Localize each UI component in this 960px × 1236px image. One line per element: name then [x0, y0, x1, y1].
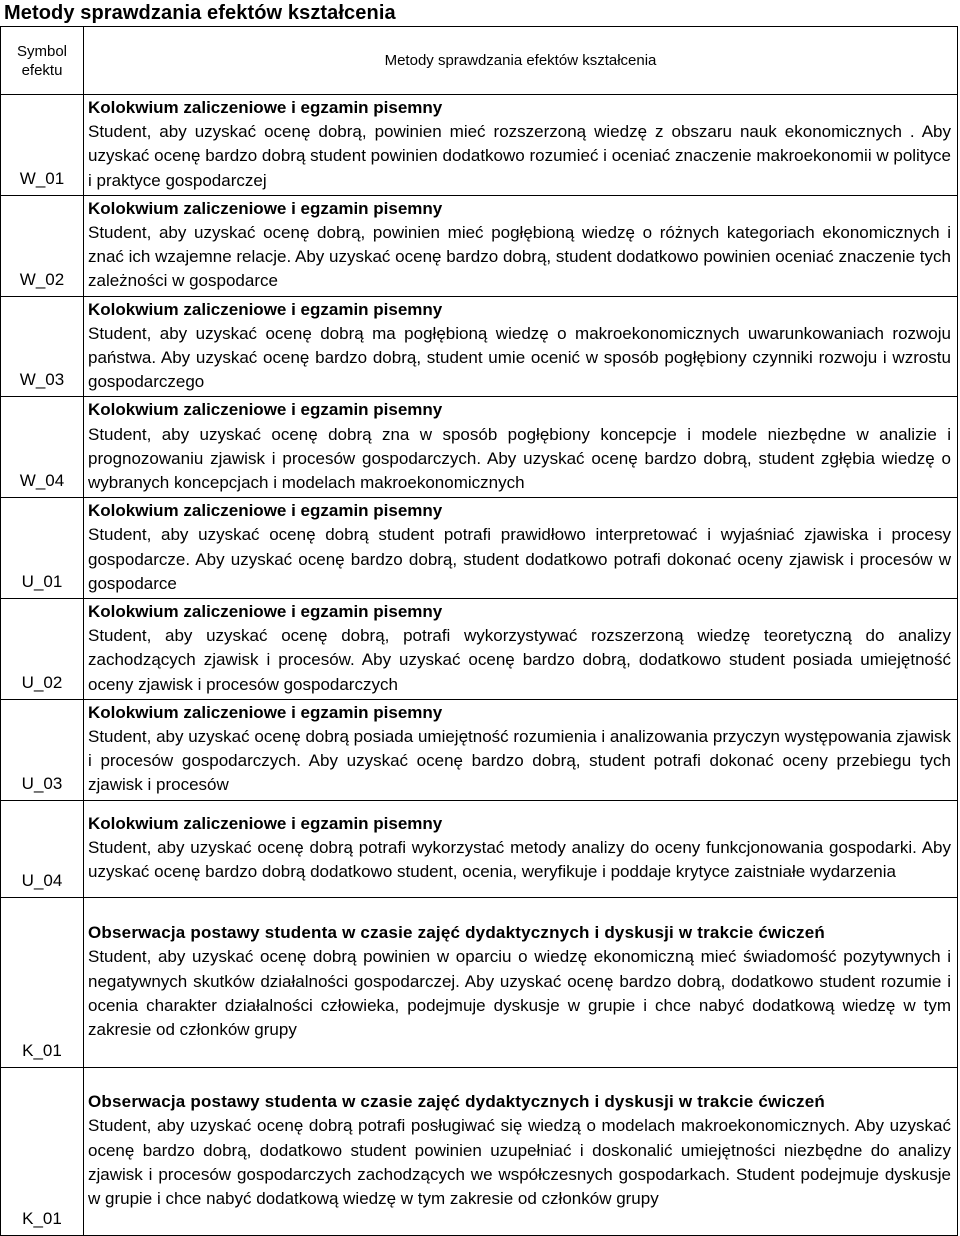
row-symbol: W_02 — [1, 195, 84, 296]
header-symbol-cell — [1, 27, 84, 95]
table-row — [1, 296, 958, 397]
row-description — [84, 699, 958, 800]
header-methods-cell: Metody sprawdzania efektów kształcenia — [84, 27, 958, 95]
row-symbol: K_01 — [1, 897, 84, 1067]
row-method: Kolokwium zaliczeniowe i egzamin pisemny — [88, 299, 443, 319]
table-header-row — [1, 27, 958, 95]
row-method: Kolokwium zaliczeniowe i egzamin pisemny — [88, 702, 443, 722]
row-symbol: W_03 — [1, 296, 84, 397]
row-method: Kolokwium zaliczeniowe i egzamin pisemny — [88, 198, 443, 218]
methods-table — [0, 26, 958, 1236]
row-description — [84, 95, 958, 196]
header-symbol-line1: Symbol — [16, 42, 68, 60]
row-method: Obserwacja postawy studenta w czasie zajęć dydaktycznych i dyskusji w trakcie ćwiczeń — [88, 923, 825, 943]
row-description — [84, 296, 958, 397]
row-description — [84, 195, 958, 296]
table-row — [1, 95, 958, 196]
row-symbol: U_02 — [1, 599, 84, 700]
row-method: Kolokwium zaliczeniowe i egzamin pisemny — [88, 813, 443, 833]
row-symbol: W_04 — [1, 397, 84, 498]
row-method: Obserwacja postawy studenta w czasie zajęć dydaktycznych i dyskusji w trakcie ćwiczeń — [88, 1092, 825, 1112]
table-row — [1, 397, 958, 498]
table-row — [1, 1067, 958, 1235]
header-symbol-line2: efektu — [21, 61, 63, 79]
row-symbol: W_01 — [1, 95, 84, 196]
row-description — [84, 1067, 958, 1235]
row-symbol: K_01 — [1, 1067, 84, 1235]
page-title: Metody sprawdzania efektów kształcenia — [4, 2, 396, 24]
row-symbol: U_01 — [1, 498, 84, 599]
row-description — [84, 599, 958, 700]
row-method: Kolokwium zaliczeniowe i egzamin pisemny — [88, 400, 443, 420]
row-text: Student, aby uzyskać ocenę dobrą powinien w oparciu o wiedzę ekonomiczną mieć świadomość pozytywnych i negatywnych skutków działalności gospodarczej. Aby uzyskać ocenę bardzo dobrą, dodatkowo student rozumie i ocenia charakter działalności człowieka, podejmuje dyskusje w grupie i chce nabyć dodatkową wiedzę w tym zakresie od członków grupy — [88, 947, 951, 1039]
row-symbol: U_03 — [1, 699, 84, 800]
table-row — [1, 800, 958, 897]
row-text: Student, aby uzyskać ocenę dobrą posiada umiejętność rozumienia i analizowania przyczyn występowania zjawisk i procesów gospodarczych. Aby uzyskać ocenę bardzo dobrą, student potrafi dokonać oceny przebiegu tych zjawisk i procesów — [88, 727, 951, 795]
row-description — [84, 498, 958, 599]
row-text: Student, aby uzyskać ocenę dobrą zna w sposób pogłębiony koncepcje i modele niezbędne w analizie i prognozowaniu zjawisk i procesów gospodarczych. Aby uzyskać ocenę bardzo dobrą, student zgłębia wiedzę o wybranych koncepcjach i modelach makroekonomicznych — [88, 424, 951, 493]
row-text: Student, aby uzyskać ocenę dobrą, potrafi wykorzystywać rozszerzoną wiedzę teoretyczną do analizy zachodzących zjawisk i procesów. Aby uzyskać ocenę bardzo dobrą, dodatkowo student posiada umiejętność oceny zjawisk i procesów gospodarczych — [88, 626, 951, 694]
row-text: Student, aby uzyskać ocenę dobrą, powinien mieć pogłębioną wiedzę o różnych kategoriach ekonomicznych i znać ich wzajemne relacje. Aby uzyskać ocenę bardzo dobrą, student dodatkowo powinien oceniać znaczenie tych zależności w gospodarce — [88, 223, 951, 291]
table-row — [1, 498, 958, 599]
row-symbol: U_04 — [1, 800, 84, 897]
table-row — [1, 897, 958, 1067]
row-description — [84, 800, 958, 897]
row-text: Student, aby uzyskać ocenę dobrą, powinien mieć rozszerzoną wiedzę z obszaru nauk ekonomicznych . Aby uzyskać ocenę bardzo dobrą student powinien dodatkowo rozumieć i oceniać znaczenie makroekonomii w polityce i praktyce gospodarczej — [88, 122, 951, 190]
row-text: Student, aby uzyskać ocenę dobrą ma pogłębioną wiedzę o makroekonomicznych uwarunkowaniach rozwoju państwa. Aby uzyskać ocenę bardzo dobrą, student umie ocenić w sposób pogłębiony czynniki rozwoju i wzrostu gospodarczego — [88, 323, 951, 392]
row-text: Student, aby uzyskać ocenę dobrą potrafi wykorzystać metody analizy do oceny funkcjonowania gospodarki. Aby uzyskać ocenę bardzo dobrą dodatkowo student, ocenia, weryfikuje i poddaje krytyce zaistniałe wydarzenia — [88, 838, 951, 882]
row-method: Kolokwium zaliczeniowe i egzamin pisemny — [88, 98, 443, 117]
row-description — [84, 897, 958, 1067]
table-row — [1, 699, 958, 800]
table-row — [1, 599, 958, 700]
row-text: Student, aby uzyskać ocenę dobrą potrafi posługiwać się wiedzą o modelach makroekonomicznych. Aby uzyskać ocenę bardzo dobrą, dodatkowo student powinien uzupełniać i doskonalić umiejętności niezbędne do analizy zjawisk i procesów gospodarczych zachodzących we współczesnych gospodarkach. Student podejmuje dyskusje w grupie i chce nabyć dodatkową wiedzę w tym zakresie od członków grupy — [88, 1116, 951, 1208]
table-row — [1, 195, 958, 296]
row-description — [84, 397, 958, 498]
row-method: Kolokwium zaliczeniowe i egzamin pisemny — [88, 501, 443, 521]
row-text: Student, aby uzyskać ocenę dobrą student potrafi prawidłowo interpretować i wyjaśniać zjawiska i procesy gospodarcze. Aby uzyskać ocenę bardzo dobrą, student dodatkowo potrafi dokonać oceny zjawisk i procesów w gospodarce — [88, 525, 951, 593]
row-method: Kolokwium zaliczeniowe i egzamin pisemny — [88, 602, 443, 622]
